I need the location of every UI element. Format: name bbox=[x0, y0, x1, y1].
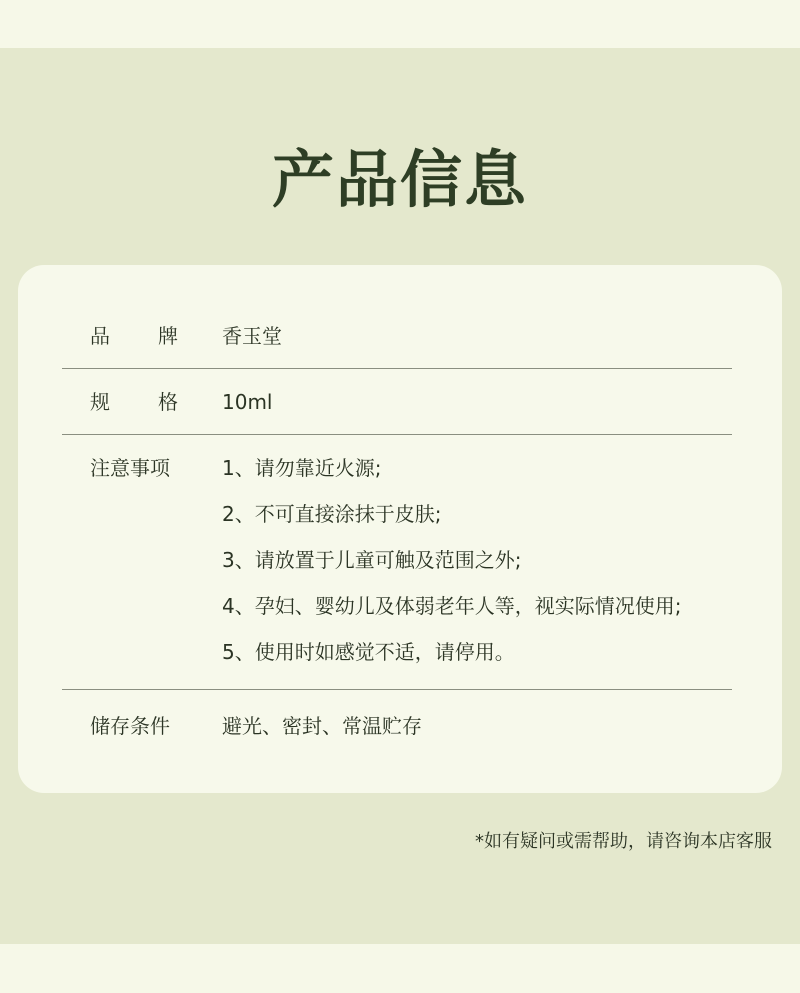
page-title: 产品信息 bbox=[271, 143, 528, 216]
note-item: 4、孕妇、婴幼儿及体弱老年人等，视实际情况使用; bbox=[222, 594, 682, 618]
brand-label-char-1: 品 bbox=[90, 324, 110, 348]
note-item: 1、请勿靠近火源; bbox=[222, 456, 382, 480]
notes-list bbox=[222, 453, 681, 683]
divider bbox=[62, 368, 732, 369]
spec-label bbox=[90, 387, 178, 417]
customer-service-note: *如有疑问或需帮助，请咨询本店客服 bbox=[475, 831, 772, 852]
brand-label-char-2: 牌 bbox=[158, 324, 178, 348]
spec-label-char-1: 规 bbox=[90, 390, 110, 414]
top-strip bbox=[0, 0, 800, 48]
notes-label: 注意事项 bbox=[90, 456, 170, 480]
storage-value: 避光、密封、常温贮存 bbox=[222, 714, 422, 738]
storage-label: 储存条件 bbox=[90, 714, 170, 738]
brand-label bbox=[90, 321, 178, 351]
note-item: 2、不可直接涂抹于皮肤; bbox=[222, 502, 442, 526]
note-item: 5、使用时如感觉不适，请停用。 bbox=[222, 640, 515, 664]
bottom-strip bbox=[0, 944, 800, 993]
note-item: 3、请放置于儿童可触及范围之外; bbox=[222, 548, 522, 572]
spec-value: 10ml bbox=[222, 390, 273, 414]
divider bbox=[62, 434, 732, 435]
brand-value: 香玉堂 bbox=[222, 324, 282, 348]
spec-label-char-2: 格 bbox=[158, 390, 178, 414]
product-info-card bbox=[18, 265, 782, 793]
divider bbox=[62, 689, 732, 690]
